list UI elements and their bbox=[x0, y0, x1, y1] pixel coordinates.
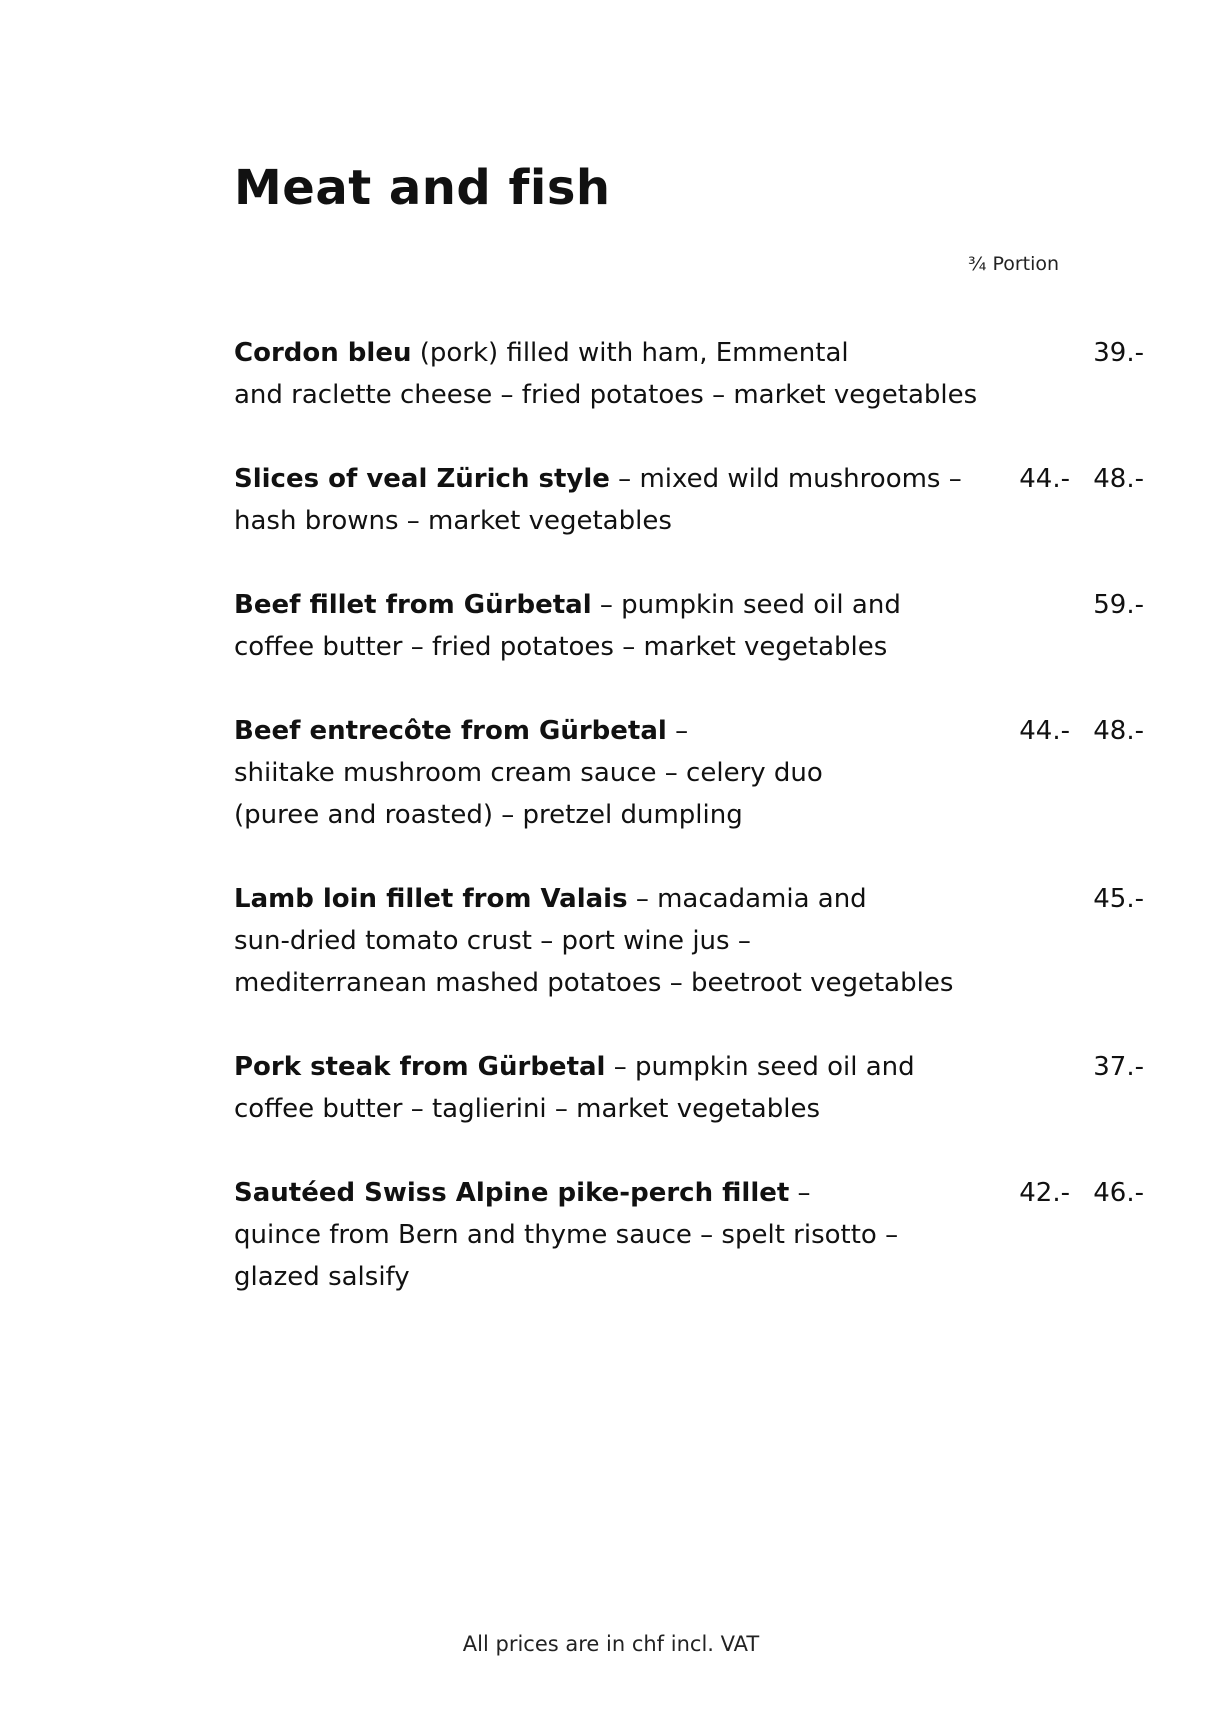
description-text: – macadamia and bbox=[627, 884, 867, 914]
description-line-1 bbox=[234, 878, 1054, 920]
dish-name: Beef fillet from Gürbetal bbox=[234, 590, 592, 620]
description-line-3: (puree and roasted) – pretzel dumpling bbox=[234, 800, 743, 830]
dish-name: Pork steak from Gürbetal bbox=[234, 1052, 606, 1082]
dish-name: Slices of veal Zürich style bbox=[234, 464, 610, 494]
description-line-2: coffee butter – fried potatoes – market vegetables bbox=[234, 632, 888, 662]
portion-column-header: ¾ Portion bbox=[968, 253, 1060, 275]
description-line-2: and raclette cheese – fried potatoes – market vegetables bbox=[234, 380, 978, 410]
menu-item bbox=[234, 1172, 1144, 1298]
page-title: Meat and fish bbox=[234, 160, 611, 216]
description-text: – mixed wild mushrooms – bbox=[609, 464, 962, 494]
description-line-1 bbox=[234, 332, 1054, 374]
menu-item bbox=[234, 878, 1144, 1004]
price-full: 48.- bbox=[1093, 716, 1144, 746]
description-text: – pumpkin seed oil and bbox=[605, 1052, 915, 1082]
dish-description bbox=[234, 458, 1054, 542]
dish-name: Lamb loin fillet from Valais bbox=[234, 884, 628, 914]
description-line-1 bbox=[234, 1046, 1054, 1088]
dish-description bbox=[234, 1046, 1054, 1130]
description-line-3: mediterranean mashed potatoes – beetroot vegetables bbox=[234, 968, 954, 998]
dish-name: Sautéed Swiss Alpine pike-perch fillet bbox=[234, 1178, 790, 1208]
menu-item bbox=[234, 1046, 1144, 1130]
dish-description bbox=[234, 584, 1054, 668]
price-full: 37.- bbox=[1093, 1052, 1144, 1082]
dish-description bbox=[234, 332, 1054, 416]
description-line-2: shiitake mushroom cream sauce – celery duo bbox=[234, 758, 823, 788]
price-full: 39.- bbox=[1093, 338, 1144, 368]
description-text: (pork) filled with ham, Emmental bbox=[411, 338, 849, 368]
description-line-1 bbox=[234, 584, 1054, 626]
description-text: – bbox=[789, 1178, 811, 1208]
dish-name: Beef entrecôte from Gürbetal bbox=[234, 716, 667, 746]
price-full: 59.- bbox=[1093, 590, 1144, 620]
description-line-1 bbox=[234, 458, 1054, 500]
price-full: 48.- bbox=[1093, 464, 1144, 494]
description-line-1 bbox=[234, 1172, 1054, 1214]
description-line-1 bbox=[234, 710, 1054, 752]
price-full: 45.- bbox=[1093, 884, 1144, 914]
price-portion: 44.- bbox=[1019, 464, 1070, 494]
price-portion: 42.- bbox=[1019, 1178, 1070, 1208]
description-line-2: hash browns – market vegetables bbox=[234, 506, 672, 536]
description-text: – bbox=[666, 716, 689, 746]
menu-item bbox=[234, 458, 1144, 542]
price-portion: 44.- bbox=[1019, 716, 1070, 746]
description-text: – pumpkin seed oil and bbox=[591, 590, 901, 620]
price-full: 46.- bbox=[1093, 1178, 1144, 1208]
menu-item bbox=[234, 710, 1144, 836]
dish-name: Cordon bleu bbox=[234, 338, 412, 368]
dish-description bbox=[234, 1172, 1054, 1298]
footer-note: All prices are in chf incl. VAT bbox=[462, 1632, 760, 1656]
menu-list bbox=[234, 332, 1144, 1340]
description-line-3: glazed salsify bbox=[234, 1262, 410, 1292]
menu-item bbox=[234, 584, 1144, 668]
dish-description bbox=[234, 710, 1054, 836]
description-line-2: sun-dried tomato crust – port wine jus – bbox=[234, 926, 751, 956]
menu-item bbox=[234, 332, 1144, 416]
description-line-2: quince from Bern and thyme sauce – spelt risotto – bbox=[234, 1220, 899, 1250]
description-line-2: coffee butter – taglierini – market vegetables bbox=[234, 1094, 820, 1124]
dish-description bbox=[234, 878, 1054, 1004]
